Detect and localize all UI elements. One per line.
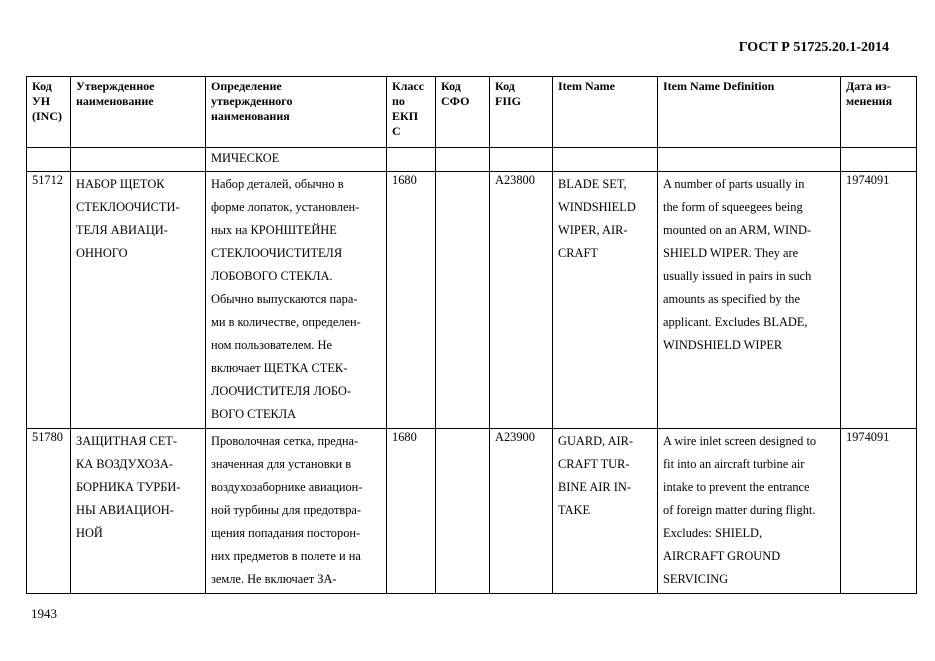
text-line: usually issued in pairs in such (663, 269, 812, 283)
inc-code: 51780 (27, 429, 71, 594)
text-line: ЛООЧИСТИТЕЛЯ ЛОБО- (211, 384, 351, 398)
text-line: WINDSHIELD (558, 200, 636, 214)
change-date: 1974091 (841, 429, 917, 594)
text-line: воздухозаборнике авиацион- (211, 480, 363, 494)
col-header (553, 77, 658, 148)
text-line: Утвержденное (76, 79, 155, 93)
text-line: Код (495, 79, 515, 93)
fiig-code: A23900 (490, 429, 553, 594)
text-line: Excludes: SHIELD, (663, 526, 763, 540)
text-line: включает ЩЕТКА СТЕК- (211, 361, 348, 375)
text-line: Дата из- (846, 79, 891, 93)
text-line: наименование (76, 94, 154, 108)
text-line: КА ВОЗДУХОЗА- (76, 457, 173, 471)
text-line: Код (32, 79, 52, 93)
text-line: A number of parts usually in (663, 177, 805, 191)
document-title: ГОСТ Р 51725.20.1-2014 (738, 40, 889, 55)
text-line: менения (846, 94, 893, 108)
text-line: по (392, 94, 405, 108)
text-line: СТЕКЛООЧИСТИ- (76, 200, 180, 214)
text-line: fit into an aircraft turbine air (663, 457, 805, 471)
text-line: BINE AIR IN- (558, 480, 631, 494)
text-line: ОННОГО (76, 246, 128, 260)
text-line: Item Name (558, 79, 615, 93)
text-line: наименования (211, 109, 290, 123)
col-header (490, 77, 553, 148)
text-line: форме лопаток, установлен- (211, 200, 360, 214)
text-line: ЛОБОВОГО СТЕКЛА. (211, 269, 333, 283)
table-row (27, 172, 917, 429)
text-line: Набор деталей, обычно в (211, 177, 344, 191)
name-definition (206, 429, 387, 594)
class-code: 1680 (387, 172, 436, 429)
page-number: 1943 (31, 606, 57, 621)
text-line: ном пользователем. Не (211, 338, 332, 352)
text-line: BLADE SET, (558, 177, 627, 191)
text-line: ЕКП (392, 109, 419, 123)
definition-fragment: МИЧЕСКОЕ (206, 148, 387, 172)
text-line: ной турбины для предотвра- (211, 503, 362, 517)
text-line: НОЙ (76, 526, 103, 540)
text-line: ТЕЛЯ АВИАЦИ- (76, 223, 168, 237)
text-line: значенная для установки в (211, 457, 352, 471)
text-line: A wire inlet screen designed to (663, 434, 817, 448)
text-line: земле. Не включает ЗА- (211, 572, 337, 586)
text-line: Проволочная сетка, предна- (211, 434, 359, 448)
text-line: них предметов в полете и на (211, 549, 361, 563)
col-header (436, 77, 490, 148)
text-line: УН (32, 94, 51, 108)
text-line: СФО (441, 94, 470, 108)
text-line: Item Name Definition (663, 79, 775, 93)
text-line: Обычно выпускаются пара- (211, 292, 358, 306)
col-header (71, 77, 206, 148)
text-line: intake to prevent the entrance (663, 480, 810, 494)
text-line: SERVICING (663, 572, 729, 586)
text-line: С (392, 124, 401, 138)
header-row (27, 77, 917, 148)
col-header (27, 77, 71, 148)
item-name-definition (658, 172, 841, 429)
continuation-row (27, 148, 917, 172)
item-name (553, 172, 658, 429)
text-line: ЗАЩИТНАЯ СЕТ- (76, 434, 177, 448)
classification-table (26, 76, 917, 594)
text-line: ми в количестве, определен- (211, 315, 361, 329)
text-line: НЫ АВИАЦИОН- (76, 503, 174, 517)
text-line: WINDSHIELD WIPER (663, 338, 783, 352)
text-line: БОРНИКА ТУРБИ- (76, 480, 181, 494)
text-line: утвержденного (211, 94, 293, 108)
class-code: 1680 (387, 429, 436, 594)
inc-code: 51712 (27, 172, 71, 429)
text-line: GUARD, AIR- (558, 434, 634, 448)
approved-name (71, 429, 206, 594)
text-line: щения попадания посторон- (211, 526, 361, 540)
text-line: CRAFT TUR- (558, 457, 630, 471)
text-line: НАБОР ЩЕТОК (76, 177, 165, 191)
text-line: AIRCRAFT GROUND (663, 549, 781, 563)
text-line: SHIELD WIPER. They are (663, 246, 799, 260)
sfo-code (436, 429, 490, 594)
col-header (658, 77, 841, 148)
sfo-code (436, 172, 490, 429)
table-row (27, 429, 917, 594)
fiig-code: A23800 (490, 172, 553, 429)
text-line: ных на КРОНШТЕЙНЕ (211, 223, 337, 237)
col-header (206, 77, 387, 148)
text-line: СТЕКЛООЧИСТИТЕЛЯ (211, 246, 343, 260)
text-line: Класс (392, 79, 425, 93)
text-line: TAKE (558, 503, 591, 517)
text-line: Код (441, 79, 461, 93)
text-line: (INC) (32, 109, 62, 123)
text-line: of foreign matter during flight. (663, 503, 816, 517)
change-date: 1974091 (841, 172, 917, 429)
text-line: amounts as specified by the (663, 292, 800, 306)
item-name-definition (658, 429, 841, 594)
text-line: CRAFT (558, 246, 598, 260)
text-line: mounted on an ARM, WIND- (663, 223, 812, 237)
item-name (553, 429, 658, 594)
approved-name (71, 172, 206, 429)
text-line: the form of squeegees being (663, 200, 803, 214)
text-line: ВОГО СТЕКЛА (211, 407, 297, 421)
text-line: Определение (211, 79, 282, 93)
text-line: applicant. Excludes BLADE, (663, 315, 808, 329)
text-line: FIIG (495, 94, 522, 108)
col-header (387, 77, 436, 148)
col-header (841, 77, 917, 148)
text-line: WIPER, AIR- (558, 223, 628, 237)
name-definition (206, 172, 387, 429)
